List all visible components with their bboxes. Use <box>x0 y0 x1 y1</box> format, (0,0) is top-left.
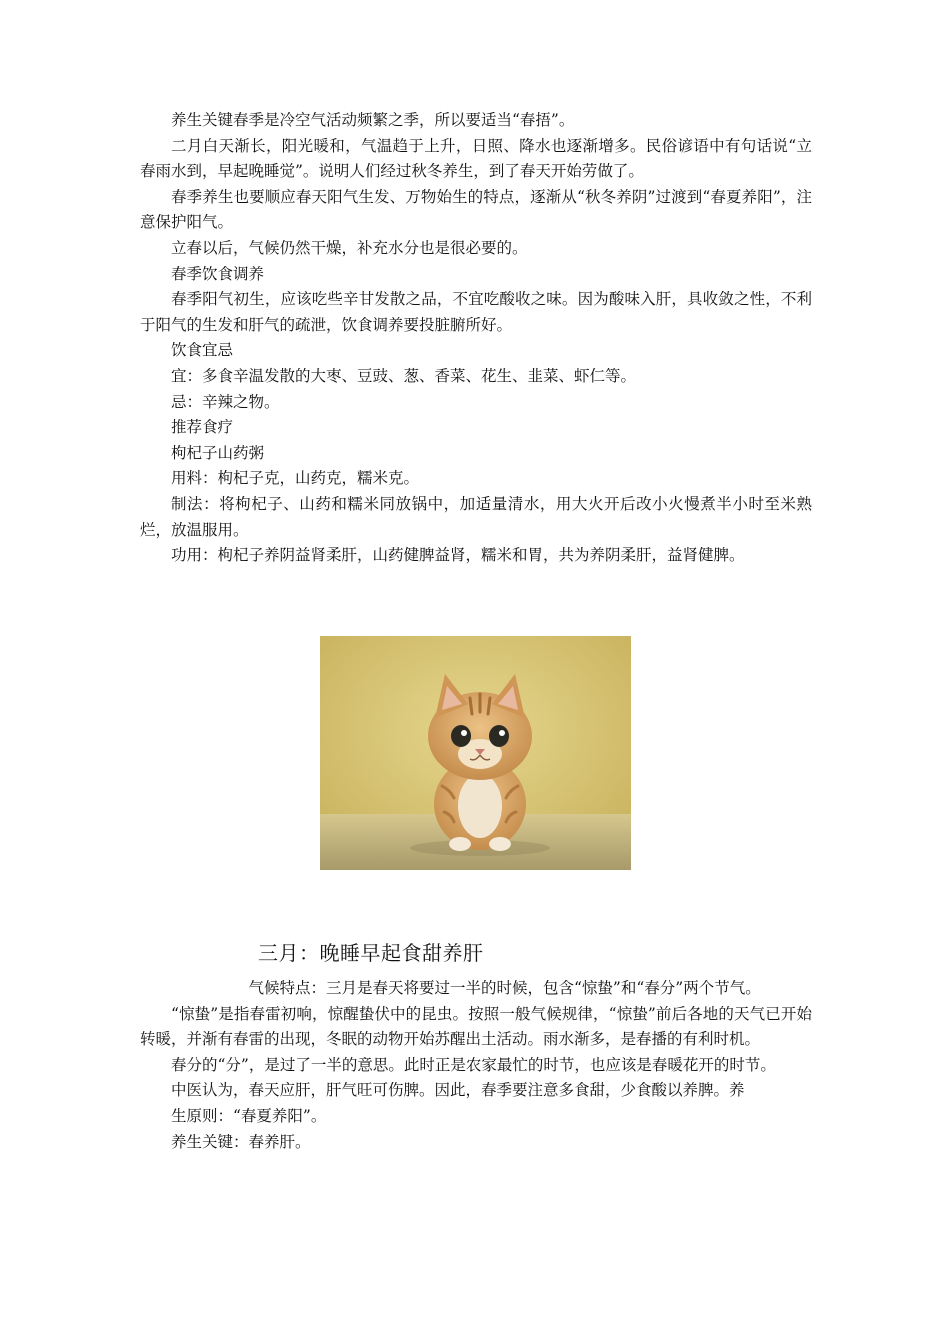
subheading: 饮食宜忌 <box>171 341 234 360</box>
paragraph: 春分的“分”，是过了一半的意思。此时正是农家最忙的时节，也应该是春暖花开的时节。 <box>171 1055 776 1074</box>
kitten-photo <box>320 636 631 870</box>
paragraph: “惊蛰”是指春雷初响，惊醒蛰伏中的昆虫。按照一般气候规律，“惊蛰”前后各地的天气已开始转暖，并渐有春雷的出现，冬眠的动物开始苏醒出土活动。雨水渐多，是春播的有利时机。 <box>140 1004 812 1049</box>
paragraph: 忌：辛辣之物。 <box>171 392 280 411</box>
paragraph: 生原则：“春夏养阳”。 <box>171 1106 327 1125</box>
paragraph: 养生关键：春养肝。 <box>171 1132 311 1151</box>
paragraph: 制法：将枸杞子、山药和糯米同放锅中，加适量清水，用大火开后改小火慢煮半小时至米熟烂，放温服用。 <box>140 494 812 539</box>
bottom-text-block <box>140 976 812 1155</box>
paragraph: 用料：枸杞子克，山药克，糯米克。 <box>171 469 420 488</box>
section-title: 三月：晚睡早起食甜养肝 <box>258 941 484 965</box>
paragraph: 功用：枸杞子养阴益肾柔肝，山药健脾益肾，糯米和胃，共为养阴柔肝，益肾健脾。 <box>171 546 745 565</box>
top-text-block <box>140 108 812 569</box>
paragraph: 中医认为，春天应肝，肝气旺可伤脾。因此，春季要注意多食甜，少食酸以养脾。养 <box>171 1081 745 1100</box>
paragraph: 气候特点：三月是春天将要过一半的时候，包含“惊蛰”和“春分”两个节气。 <box>248 979 761 997</box>
paragraph: 养生关键春季是冷空气活动频繁之季，所以要适当“春捂”。 <box>171 111 575 129</box>
subheading: 推荐食疗 <box>171 418 234 437</box>
paragraph: 立春以后，气候仍然干燥，补充水分也是很必要的。 <box>171 238 528 257</box>
paragraph: 春季阳气初生，应该吃些辛甘发散之品，不宜吃酸收之味。因为酸味入肝，具收敛之性，不利于阳气的生发和肝气的疏泄，饮食调养要投脏腑所好。 <box>140 290 812 334</box>
subheading: 春季饮食调养 <box>171 264 265 283</box>
paragraph: 二月白天渐长，阳光暖和，气温趋于上升，日照、降水也逐渐增多。民俗谚语中有句话说“立春雨水到，早起晚睡觉”。说明人们经过秋冬养生，到了春天开始劳做了。 <box>140 136 812 181</box>
paragraph: 宜：多食辛温发散的大枣、豆豉、葱、香菜、花生、韭菜、虾仁等。 <box>171 366 637 385</box>
recipe-title: 枸杞子山药粥 <box>171 443 265 462</box>
paragraph: 春季养生也要顺应春天阳气生发、万物始生的特点，逐渐从“秋冬养阴”过渡到“春夏养阳”，注意保护阳气。 <box>140 187 812 232</box>
